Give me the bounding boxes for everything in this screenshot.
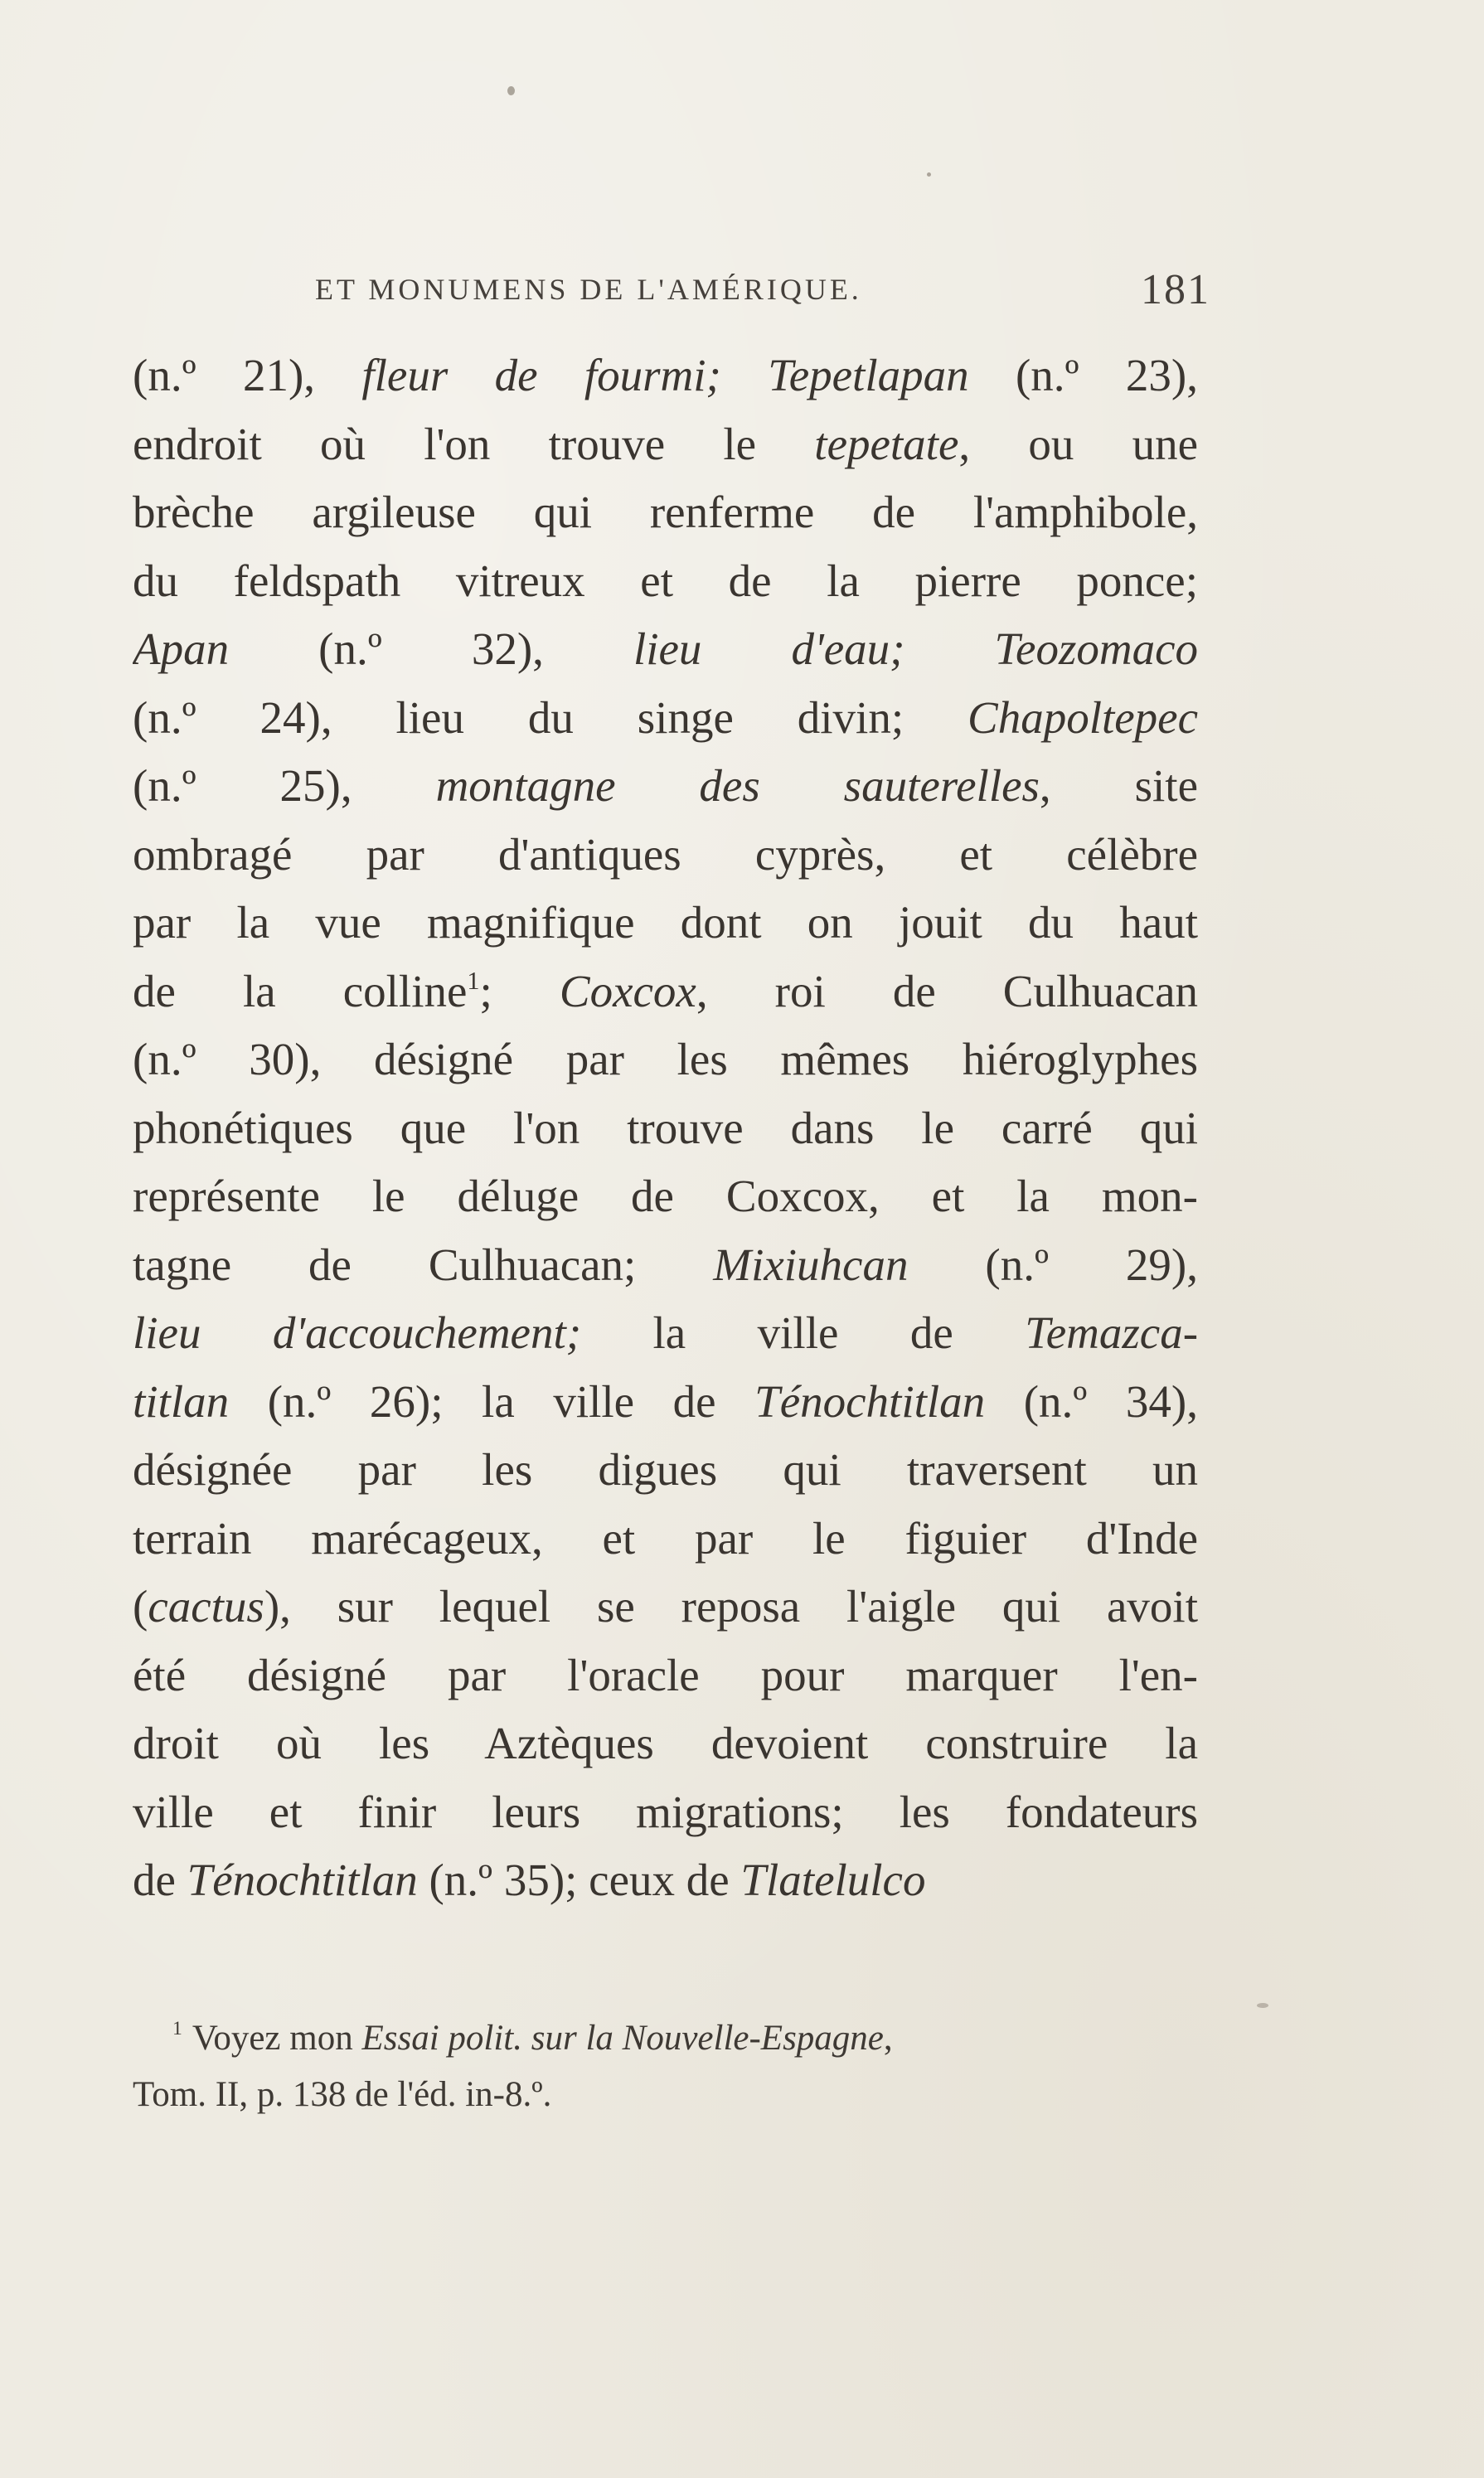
italic-text: tepetate (814, 418, 959, 469)
text-segment: (n.º 29), (908, 1239, 1198, 1290)
text-segment: (n.º 34), (985, 1375, 1198, 1427)
text-line (133, 342, 1198, 410)
running-head (315, 266, 1210, 322)
text-line (133, 1094, 1198, 1163)
footnote-line (133, 2010, 1198, 2067)
italic-text: Ténochtitlan (187, 1855, 418, 1905)
text-line (133, 889, 1198, 958)
text-segment: ), sur lequel se reposa l'aigle qui avoit (264, 1581, 1198, 1632)
text-segment: Voyez mon (192, 2019, 362, 2058)
text-segment: , ou une (958, 418, 1198, 469)
italic-text: lieu d'eau; Teozomaco (633, 623, 1198, 674)
text-line (133, 1231, 1198, 1300)
ink-speck (927, 172, 931, 177)
text-segment: de la colline (133, 965, 468, 1016)
running-title: ET MONUMENS DE L'AMÉRIQUE. (315, 273, 862, 306)
text-segment: (n.º 30), désigné par les mêmes hiéroglyphes (133, 1034, 1198, 1084)
text-segment: , site (1039, 760, 1198, 811)
text-segment: (n.º 23), (968, 350, 1198, 400)
ink-speck (1257, 2003, 1268, 2008)
text-line (133, 615, 1198, 684)
italic-text: Temazca- (1025, 1307, 1198, 1358)
italic-text: Ténochtitlan (754, 1375, 986, 1427)
text-segment: représente le déluge de Coxcox, et la mon- (133, 1171, 1198, 1221)
italic-text: Coxcox (559, 965, 696, 1016)
italic-text: Essai polit. sur la Nouvelle-Espagne (361, 2019, 884, 2058)
italic-text: montagne des sauterelles (435, 760, 1040, 811)
text-segment: (n.º 25), (133, 760, 436, 811)
text-line (133, 1026, 1198, 1094)
page-number: 181 (1141, 266, 1210, 313)
footnote-reference: 1 (467, 966, 480, 995)
italic-text: Mixiuhcan (713, 1239, 909, 1290)
footnote-line (133, 2067, 1198, 2123)
italic-text: titlan (133, 1375, 230, 1427)
text-line (133, 1778, 1198, 1847)
text-segment: terrain marécageux, et par le figuier d'Inde (133, 1512, 1198, 1564)
text-line (133, 1709, 1198, 1778)
text-segment: brèche argileuse qui renferme de l'amphibole, (133, 487, 1198, 537)
text-segment: ( (133, 1581, 148, 1632)
italic-text: Apan (133, 623, 230, 674)
text-segment: ombragé par d'antiques cyprès, et célèbre (133, 828, 1198, 880)
ink-speck (507, 86, 515, 95)
text-segment: du feldspath vitreux et de la pierre ponce; (133, 555, 1198, 606)
text-segment: (n.º 21), (133, 350, 362, 400)
text-segment: de (133, 1855, 187, 1905)
text-segment: Tom. II, p. 138 de l'éd. in-8.º. (133, 2075, 552, 2114)
text-line (133, 1299, 1198, 1368)
text-line (133, 547, 1198, 616)
text-line (133, 1436, 1198, 1505)
text-line (133, 1162, 1198, 1231)
italic-text: Tlatelulco (740, 1855, 926, 1905)
footnote (133, 2010, 1198, 2123)
text-line (133, 752, 1198, 821)
text-line (133, 1641, 1198, 1710)
text-line (133, 684, 1198, 753)
text-segment: , (883, 2019, 893, 2058)
text-segment: tagne de Culhuacan; (133, 1239, 714, 1290)
text-line (133, 1368, 1198, 1437)
text-segment: endroit où l'on trouve le (133, 418, 815, 469)
text-segment: la ville de (581, 1307, 1026, 1358)
text-line (133, 1505, 1198, 1574)
text-line (133, 1573, 1198, 1641)
text-segment: , roi de Culhuacan (696, 965, 1198, 1016)
text-segment: ; (479, 965, 560, 1016)
text-segment: (n.º 35); ceux de (417, 1855, 741, 1905)
text-segment: phonétiques que l'on trouve dans le carré qui (133, 1102, 1198, 1153)
text-segment: par la vue magnifique dont on jouit du haut (133, 897, 1198, 948)
italic-text: fleur de fourmi; Tepetlapan (361, 350, 969, 400)
text-line (133, 410, 1198, 479)
text-line (133, 478, 1198, 547)
italic-text: cactus (148, 1581, 264, 1632)
footnote-marker: 1 (172, 2018, 182, 2040)
text-segment: (n.º 32), (229, 623, 633, 674)
italic-text: Chapoltepec (968, 691, 1198, 743)
text-segment: ville et finir leurs migrations; les fondateurs (133, 1786, 1198, 1837)
body-text (133, 342, 1198, 1915)
text-line (133, 1846, 1198, 1915)
text-line (133, 958, 1198, 1026)
text-segment: (n.º 26); la ville de (229, 1375, 755, 1427)
italic-text: lieu d'accouchement; (133, 1307, 582, 1358)
text-segment: été désigné par l'oracle pour marquer l'en- (133, 1649, 1198, 1700)
text-segment: désignée par les digues qui traversent un (133, 1444, 1198, 1495)
text-segment: (n.º 24), lieu du singe divin; (133, 691, 968, 743)
text-line (133, 821, 1198, 890)
text-segment: droit où les Aztèques devoient construire la (133, 1718, 1198, 1768)
